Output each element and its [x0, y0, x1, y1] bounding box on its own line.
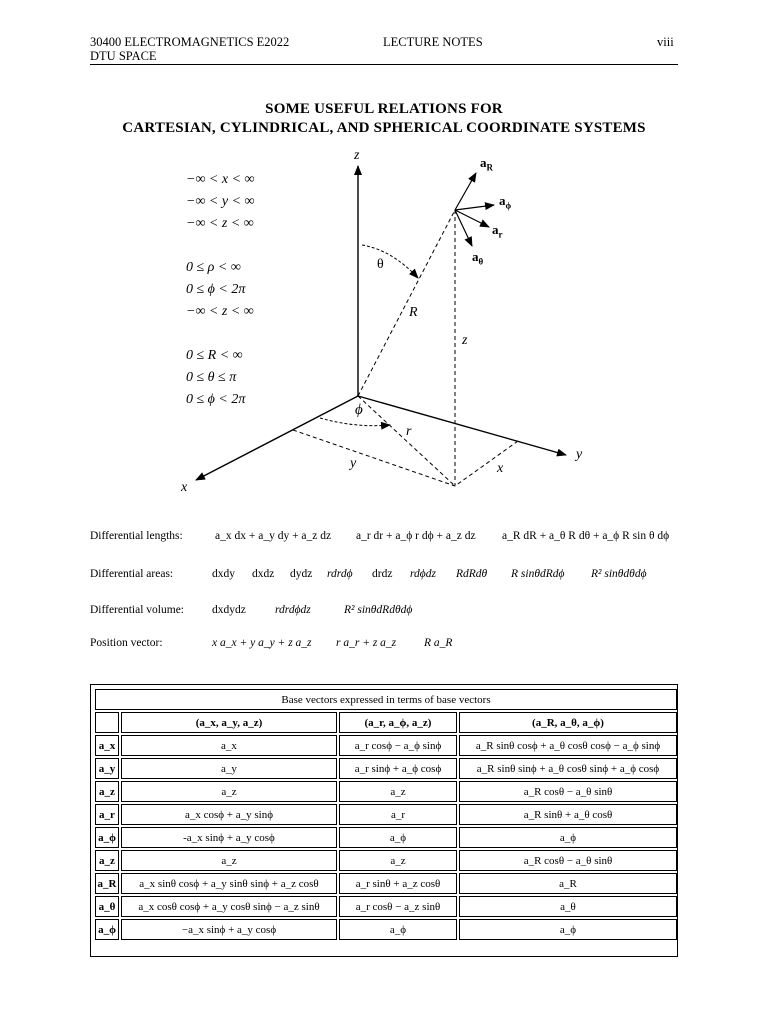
table-cell: a_x [121, 735, 337, 756]
row-header: a_r [95, 804, 119, 825]
theta-label: θ [377, 257, 384, 272]
ar-label: $a_r$ [492, 222, 503, 240]
table-row [95, 896, 677, 917]
table-row [95, 804, 677, 825]
diff-volume-cart: dxdydz [212, 604, 246, 616]
diff-volume-sph: R² sinθdRdθdϕ [344, 604, 413, 616]
table-cell: a_r cosθ − a_z sinθ [339, 896, 457, 917]
row-header: a_θ [95, 896, 119, 917]
header-org: DTU SPACE [90, 49, 157, 63]
aphi-label: $a_\phi$ [499, 193, 512, 211]
row-header: a_x [95, 735, 119, 756]
diff-volume-cyl: rdrdϕdz [275, 604, 311, 616]
table-cell: a_ϕ [459, 919, 677, 940]
range-sph-phi: 0 ≤ ϕ < 2π [186, 392, 246, 407]
position-vector-sph: R a_R [424, 637, 453, 649]
table-cell: a_R cosθ − a_θ sinθ [459, 850, 677, 871]
diff-length-cyl: a_r dr + a_ϕ r dϕ + a_z dz [356, 530, 476, 542]
R-label: R [409, 305, 418, 320]
table-cell: a_R sinθ + a_θ cosθ [459, 804, 677, 825]
range-cyl-phi: 0 ≤ ϕ < 2π [186, 282, 246, 297]
row-header: a_ϕ [95, 919, 119, 940]
theta-arc [362, 245, 418, 278]
z-axis-label: z [354, 148, 360, 163]
position-vector-cyl: r a_r + z a_z [336, 637, 397, 649]
atheta-label: $a_\theta$ [472, 249, 484, 267]
diff-area-5: drdz [372, 568, 393, 580]
table-row [95, 919, 677, 940]
table-row [95, 735, 677, 756]
base-vectors-table [93, 687, 679, 942]
y-axis-label: y [576, 447, 583, 462]
table-cell: −a_x sinϕ + a_y cosϕ [121, 919, 337, 940]
table-cell: a_z [121, 850, 337, 871]
header-course: 30400 ELECTROMAGNETICS E2022 [90, 35, 290, 49]
x-axis [196, 396, 358, 480]
table-cell: a_y [121, 758, 337, 779]
diff-area-4: rdrdϕ [327, 568, 353, 580]
x-projection-line [455, 441, 518, 486]
table-cell: a_z [339, 850, 457, 871]
table-caption: Base vectors expressed in terms of base vectors [95, 689, 677, 710]
table-cell: a_r sinϕ + a_ϕ cosϕ [339, 758, 457, 779]
table-cell: a_x sinθ cosϕ + a_y sinθ sinϕ + a_z cosθ [121, 873, 337, 894]
range-sph-R: 0 ≤ R < ∞ [186, 348, 243, 363]
x-projection-label: x [497, 461, 504, 476]
phi-label: ϕ [355, 402, 363, 418]
table-row [95, 781, 677, 802]
table-cell: a_ϕ [339, 919, 457, 940]
x-axis-label: x [181, 480, 188, 495]
diff-area-2: dxdz [252, 568, 275, 580]
z-height-label: z [462, 333, 468, 348]
aphi-arrow [455, 205, 494, 210]
diff-area-6: rdϕdz [410, 568, 436, 580]
diff-volume-label: Differential volume: [90, 604, 184, 616]
diff-lengths-label: Differential lengths: [90, 530, 183, 542]
row-header: a_z [95, 781, 119, 802]
table-cell: a_r [339, 804, 457, 825]
row-header: a_R [95, 873, 119, 894]
table-cell: a_r cosϕ − a_ϕ sinϕ [339, 735, 457, 756]
range-cart-z: −∞ < z < ∞ [186, 216, 254, 231]
aR-arrow [455, 173, 476, 210]
position-vector-cart: x a_x + y a_y + z a_z [212, 637, 312, 649]
table-row [95, 758, 677, 779]
diff-area-8: R sinθdRdϕ [511, 568, 565, 580]
range-cyl-rho: 0 ≤ ρ < ∞ [186, 260, 241, 275]
col-header-cartesian: (a_x, a_y, a_z) [121, 712, 337, 733]
R-vector [358, 210, 455, 396]
diff-area-7: RdRdθ [456, 568, 488, 580]
table-corner-cell [95, 712, 119, 733]
header-center: LECTURE NOTES [383, 35, 483, 49]
table-cell: a_R cosθ − a_θ sinθ [459, 781, 677, 802]
phi-arc [320, 418, 390, 426]
diff-areas-label: Differential areas: [90, 568, 174, 580]
table-cell: a_R [459, 873, 677, 894]
diff-area-1: dxdy [212, 568, 235, 580]
table-cell: a_R sinθ sinϕ + a_θ cosθ sinϕ + a_ϕ cosϕ [459, 758, 677, 779]
y-projection-label: y [350, 456, 357, 471]
table-cell: -a_x sinϕ + a_y cosϕ [121, 827, 337, 848]
table-cell: a_z [121, 781, 337, 802]
table-caption-row [95, 689, 677, 710]
row-header: a_y [95, 758, 119, 779]
diff-area-3: dydz [290, 568, 313, 580]
page-number: viii [657, 35, 674, 49]
position-vector-label: Position vector: [90, 637, 163, 649]
table-row [95, 827, 677, 848]
ar-arrow [455, 210, 489, 227]
atheta-arrow [455, 210, 472, 246]
table-cell: a_ϕ [459, 827, 677, 848]
range-cyl-z: −∞ < z < ∞ [186, 304, 254, 319]
diff-area-9: R² sinθdθdϕ [591, 568, 647, 580]
diff-length-cart: a_x dx + a_y dy + a_z dz [215, 530, 332, 542]
range-cart-y: −∞ < y < ∞ [186, 194, 255, 209]
table-cell: a_x cosϕ + a_y sinϕ [121, 804, 337, 825]
table-cell: a_z [339, 781, 457, 802]
row-header: a_z [95, 850, 119, 871]
title-line-2: CARTESIAN, CYLINDRICAL, AND SPHERICAL COORDINATE SYSTEMS [122, 120, 646, 136]
range-sph-theta: 0 ≤ θ ≤ π [186, 370, 237, 385]
table-row [95, 850, 677, 871]
y-projection-line [293, 430, 455, 486]
r-label: r [406, 424, 412, 439]
diff-length-sph: a_R dR + a_θ R dθ + a_ϕ R sin θ dϕ [502, 530, 670, 542]
col-header-cylindrical: (a_r, a_ϕ, a_z) [339, 712, 457, 733]
table-cell: a_θ [459, 896, 677, 917]
table-cell: a_ϕ [339, 827, 457, 848]
table-cell: a_R sinθ cosϕ + a_θ cosθ cosϕ − a_ϕ sinϕ [459, 735, 677, 756]
aR-label: $a_R$ [480, 155, 493, 173]
range-cart-x: −∞ < x < ∞ [186, 172, 255, 187]
table-header-row [95, 712, 677, 733]
row-header: a_ϕ [95, 827, 119, 848]
table-cell: a_r sinθ + a_z cosθ [339, 873, 457, 894]
col-header-spherical: (a_R, a_θ, a_ϕ) [459, 712, 677, 733]
table-cell: a_x cosθ cosϕ + a_y cosθ sinϕ − a_z sinθ [121, 896, 337, 917]
title-line-1: SOME USEFUL RELATIONS FOR [265, 101, 503, 117]
table-row [95, 873, 677, 894]
